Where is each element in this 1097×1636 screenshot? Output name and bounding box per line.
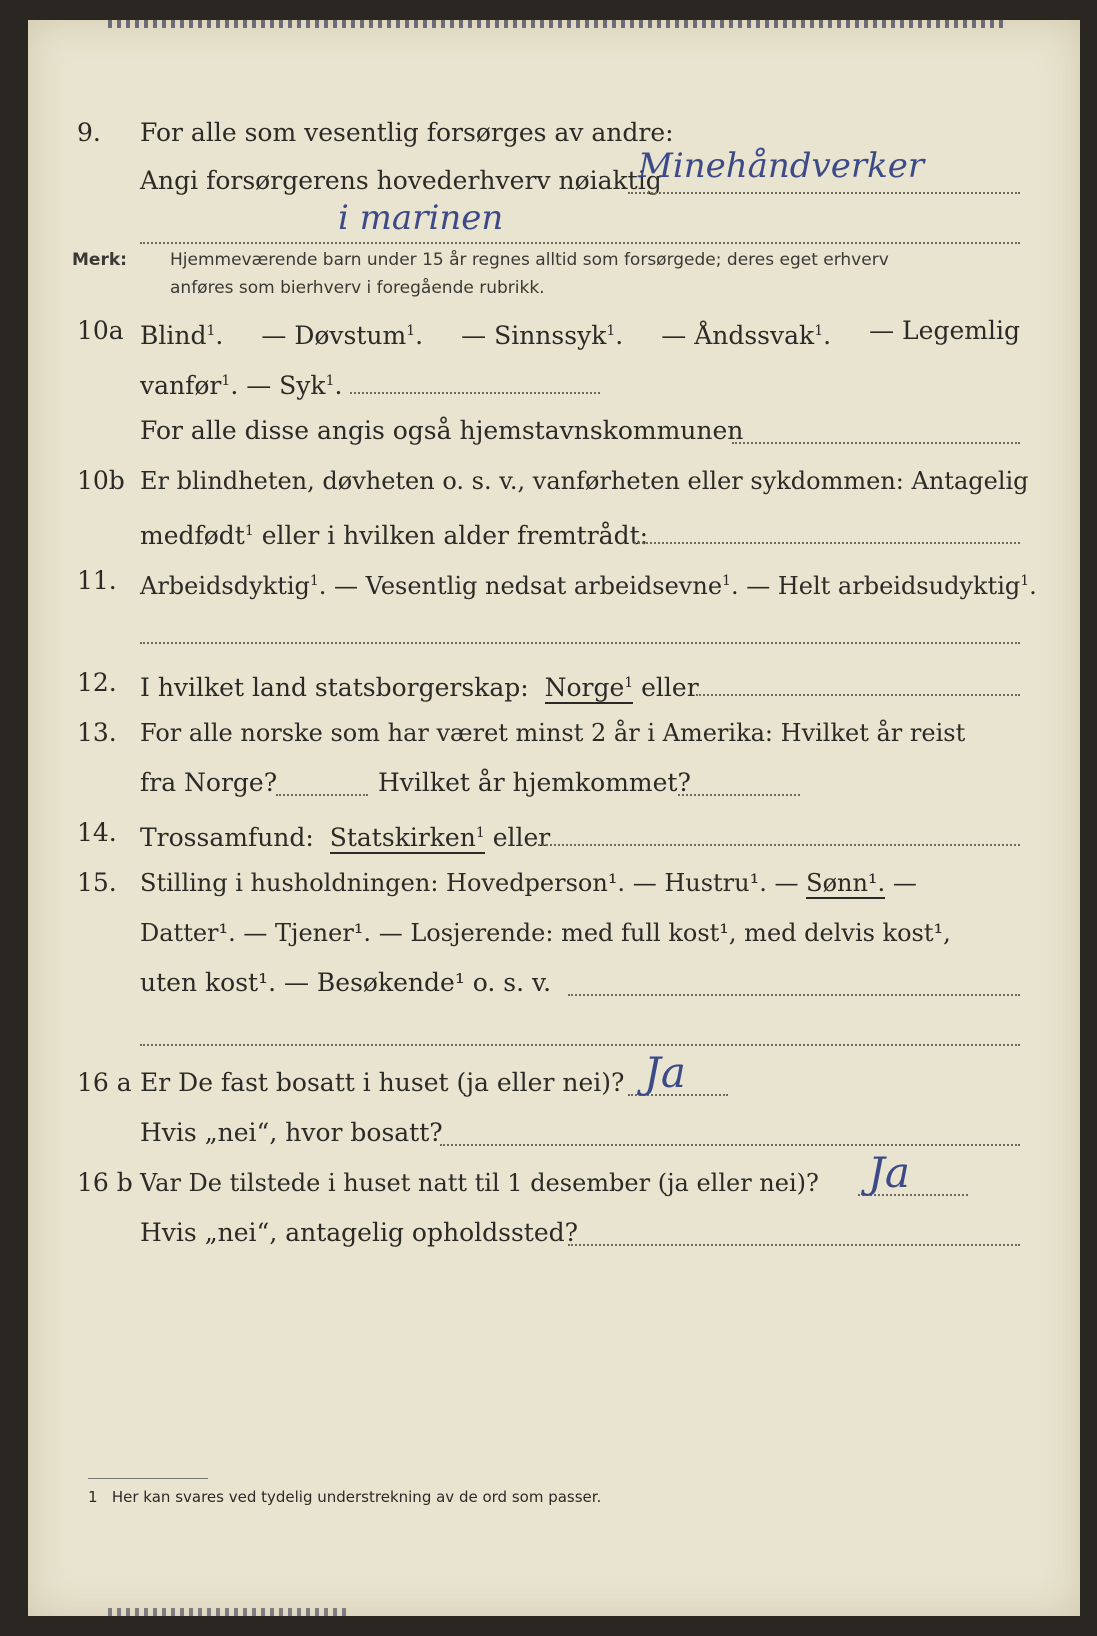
footnote-text: Her kan svares ved tydelig understrekning av de ord som passer. <box>111 1488 602 1506</box>
q16a-line2 <box>28 1116 1080 1150</box>
q13-text2a: fra Norge? <box>140 768 278 797</box>
q10a-answer-line[interactable] <box>350 390 600 394</box>
q15-text1: Stilling i husholdningen: Hovedperson¹. — Hustru¹. — Sønn¹. — <box>140 869 917 897</box>
q15-line4 <box>28 1016 1080 1050</box>
q9-answer-line2[interactable] <box>140 240 1020 244</box>
q13-line2 <box>28 766 1080 800</box>
q10a-items <box>140 314 1020 353</box>
q11-answer-line[interactable] <box>140 640 1020 644</box>
q16b-text2: Hvis „nei“, antagelig opholdssted? <box>140 1218 579 1247</box>
q13-hjemkommet-line[interactable] <box>678 792 800 796</box>
q10b-text1: Er blindheten, døvheten o. s. v., vanførheten eller sykdommen: Antagelig <box>140 467 1029 495</box>
q15-sonn-underlined: Sønn¹. <box>806 869 886 897</box>
top-edge-marks <box>108 20 1008 28</box>
footnote-rule <box>88 1478 208 1479</box>
q14-line <box>28 816 1080 850</box>
q10a-number: 10a <box>77 316 124 345</box>
q14-statskirken-underlined: Statskirken$^1$ <box>329 823 485 852</box>
q16b-number: 16 b <box>77 1168 133 1197</box>
q9-text2: Angi forsørgerens hovederhverv nøiaktig <box>140 166 662 195</box>
form-page <box>28 20 1080 1616</box>
q9-handwritten-answer: Minehåndverker <box>638 146 925 186</box>
merk-text1: Hjemmeværende barn under 15 år regnes alltid som forsørgede; deres eget erhverv <box>170 250 889 270</box>
q10b-number: 10b <box>77 466 125 495</box>
q15-line2 <box>28 916 1080 950</box>
q15-text3: uten kost¹. — Besøkende¹ o. s. v. <box>140 968 552 997</box>
q16a-text1: Er De fast bosatt i huset (ja eller nei)? <box>140 1068 625 1097</box>
q12-answer-line[interactable] <box>696 692 1020 696</box>
q9-number: 9. <box>77 118 101 147</box>
q12-norge-underlined: Norge$^1$ <box>544 673 634 702</box>
q10a-item: — Åndssvak$^1$. <box>661 321 832 350</box>
merk-text2: anføres som bierhverv i foregående rubrikk. <box>170 278 545 298</box>
q10a-item: — Legemlig <box>869 316 1020 345</box>
q13-number: 13. <box>77 718 117 747</box>
q15-answer-line2[interactable] <box>140 1042 1020 1046</box>
q12-line <box>28 666 1080 700</box>
q9-handwritten-answer2: i marinen <box>338 198 504 238</box>
q13-text2b: Hvilket år hjemkommet? <box>378 768 691 797</box>
q10a-line1 <box>28 314 1080 348</box>
q10b-line1 <box>28 464 1080 498</box>
q16a-text2: Hvis „nei“, hvor bosatt? <box>140 1118 443 1147</box>
q12-number: 12. <box>77 668 117 697</box>
merk-label: Merk: <box>72 250 127 270</box>
q13-reist-line[interactable] <box>276 792 368 796</box>
footnote <box>88 1488 601 1506</box>
q9-answer-line[interactable] <box>628 190 1020 194</box>
q10a-line2 <box>28 364 1080 398</box>
q16a-number: 16 a <box>77 1068 132 1097</box>
footnote-mark: 1 <box>88 1488 98 1506</box>
q9-line3 <box>28 214 1080 248</box>
q10b-answer-line[interactable] <box>634 540 1020 544</box>
q16b-handwritten-answer: Ja <box>868 1148 910 1197</box>
q15-answer-line[interactable] <box>568 992 1020 996</box>
q15-text2: Datter¹. — Tjener¹. — Losjerende: med full kost¹, med delvis kost¹, <box>140 919 951 947</box>
q14-answer-line[interactable] <box>538 842 1020 846</box>
q11-number: 11. <box>77 566 117 595</box>
q10b-text2: medfødt$^1$ eller i hvilken alder fremtrådt: <box>140 521 649 550</box>
q9-text: For alle som vesentlig forsørges av andre: <box>140 118 674 147</box>
q16a-line1 <box>28 1066 1080 1100</box>
q13-text1: For alle norske som har været minst 2 år i Amerika: Hvilket år reist <box>140 719 966 747</box>
bottom-edge-marks <box>108 1608 348 1616</box>
q12-text: I hvilket land statsborgerskap: Norge$^1$ eller <box>140 673 699 702</box>
q10b-line2 <box>28 514 1080 548</box>
q15-line3 <box>28 966 1080 1000</box>
q16b-line2 <box>28 1216 1080 1250</box>
q16a-bosatt-line[interactable] <box>440 1142 1020 1146</box>
q14-text: Trossamfund: Statskirken$^1$ eller <box>140 823 551 852</box>
q10a-item: — Døvstum$^1$. <box>261 321 424 350</box>
q10a-item: — Sinnssyk$^1$. <box>461 321 624 350</box>
q10a-item: Blind$^1$. <box>140 321 224 350</box>
q10a-line3 <box>28 414 1080 448</box>
q10a-text3: For alle disse angis også hjemstavnskommunen <box>140 416 744 445</box>
q10a-kommune-line[interactable] <box>732 440 1020 444</box>
q13-line1 <box>28 716 1080 750</box>
q16b-oppholdssted-line[interactable] <box>568 1242 1020 1246</box>
q16b-text1: Var De tilstede i huset natt til 1 desember (ja eller nei)? <box>140 1169 819 1197</box>
q11-line1 <box>28 564 1080 598</box>
q16b-line1 <box>28 1166 1080 1200</box>
q15-line1 <box>28 866 1080 900</box>
q10a-text2: vanfør$^1$. — Syk$^1$. <box>140 371 343 400</box>
q11-text: Arbeidsdyktig$^1$. — Vesentlig nedsat arbeidsevne$^1$. — Helt arbeidsudyktig$^1$. <box>140 572 1037 600</box>
q16a-handwritten-answer: Ja <box>644 1048 686 1097</box>
q15-number: 15. <box>77 868 117 897</box>
q14-number: 14. <box>77 818 117 847</box>
q11-line2 <box>28 614 1080 648</box>
